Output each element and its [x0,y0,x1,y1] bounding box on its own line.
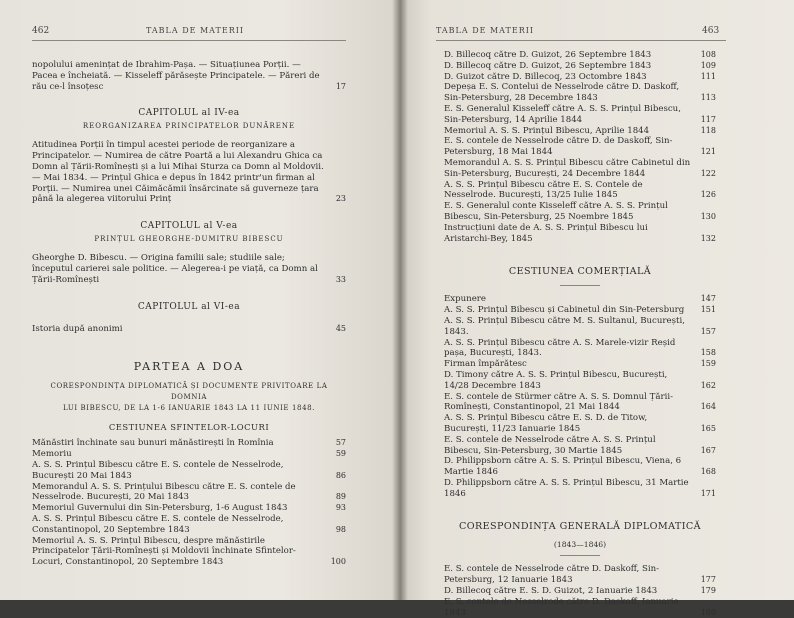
entry-text: E. S. contele de Nesselrode către D. Daskoff, Sin-Petersburg, 12 Ianuarie 1843 [444,564,660,586]
header-rule-right [436,40,726,41]
chapter-vi-title: CAPITOLUL al VI-ea [137,301,241,312]
entry-page: 89 [335,492,346,502]
right-page [400,0,794,618]
entry-page: 158 [700,348,716,358]
entry-text: E. S. contele de Nesselrode către D. de Daskoff, Sin-Petersburg, 18 Mai 1844 [444,136,673,158]
header-rule-left [32,40,346,41]
entry-text: Istoria după anonimi [32,323,123,334]
entry-text: D. Guizot către D. Billecoq, 23 Octombre 1843 [444,71,647,82]
entry-page: 122 [700,168,716,178]
entry-text: nopolului amenințat de Ibrahim-Pașa. — Situațiunea Porții. — Pacea e încheiată. — Kisseleff părăsește Principatele. — Păreri de rău ce-l însoțesc [32,60,320,92]
entry-text: Memoriu [32,449,72,460]
toc-entry [32,253,346,285]
toc-entry [32,514,346,536]
entry-page: 57 [335,438,346,448]
toc-entry [444,305,716,316]
entry-page: 147 [700,294,716,304]
toc-entry [444,359,716,370]
section-general-years: (1843—1846) [553,540,607,550]
entry-page: 164 [700,402,716,412]
entry-page: 165 [700,423,716,433]
toc-entry [444,370,716,392]
entry-text: E. S. contele de Stürmer către A. S. S. Domnul Țării-Romînești, Constantinopol, 21 Mai 1844 [444,391,673,413]
entry-text: E. S. Generalul Kisseleff către A. S. S. Prințul Bibescu, Sin-Petersburg, 14 Aprilie 1844 [444,103,681,125]
page-number-left: 462 [32,26,50,36]
entry-text: A. S. S. Prințul Bibescu către M. S. Sultanul, București, 1843. [444,315,685,337]
toc-entry [444,294,716,305]
toc-entry [444,50,716,61]
entry-text: A. S. S. Prințul Bibescu către E. S. contele de Nesselrode, București 20 Mai 1843 [32,459,284,481]
toc-entry [444,158,716,180]
section-rule [560,285,600,286]
entry-text: D. Billecoq către D. Guizot, 26 Septembre 1843 [444,60,652,71]
entry-text: Expunere [444,294,486,305]
entry-text: Depeșa E. S. Contelui de Nesselrode către D. Daskoff, Sin-Petersburg, 28 Decembre 1843 [444,82,680,104]
entry-text: E. S. contele de Nesselrode către D. Daskoff, Ianuarie 1843 [444,596,679,618]
entry-page: 33 [335,274,346,284]
section-commercial-title: CESTIUNEA COMERȚIALĂ [508,266,652,278]
entry-text: A. S. S. Prințul Bibescu către E. S. Contele de Nesselrode. București, 13/25 Iulie 1845 [444,179,643,201]
toc-entry [32,503,346,514]
toc-entry [444,413,716,435]
entry-page: 100 [330,557,346,567]
entry-page: 159 [700,359,716,369]
entry-page: 179 [700,586,716,596]
entry-text: A. S. S. Prințul Bibescu către A. S. Marele-vizir Reșid pașa, București, 1843. [444,337,676,359]
entry-text: Memoriul A. S. S. Prințul Bibescu, Aprilie 1844 [444,125,650,136]
toc-entry [32,60,346,92]
entry-text: Firman împărătesc [444,359,527,370]
toc-entry [444,392,716,414]
entry-page: 171 [700,488,716,498]
toc-entry [32,460,346,482]
entry-text: E. S. Generalul conte Kisseleff către A. S. S. Prințul Bibescu, Sin-Petersburg, 25 Noembre 1845 [444,201,668,222]
chapter-v-title: CAPITOLUL al V-ea [140,221,238,232]
toc-entry [444,597,716,618]
toc-entry [32,438,346,449]
entry-text: D. Philippsborn către A. S. S. Prințul Bibescu, 31 Martie 1846 [444,477,689,499]
toc-entry [444,586,716,597]
entry-text: A. S. S. Prințul Bibescu către E. S. D. de Titow, București, 11/23 Ianuarie 1845 [444,413,648,434]
entry-text: Atitudinea Porții în timpul acestei periode de reorganizare a Principatelor. — Numirea de către Poartă a lui Alexandru Ghica ca Domn al Țării-Romînești și a lui Mihai Sturza ca Domn al Moldovii. — Mai 1834. — Prințul Ghica e depus în 1842 printr'un firman al Porții. — Numirea unei Căimăcămii însărcinate să guverneze țara până la alegerea viitorului Prinț [32,140,324,205]
toc-entry [32,140,346,205]
part-intro-line: CORESPONDINȚA DIPLOMATICĂ ȘI DOCUMENTE PRIVITOARE LA DOMNIA [50,382,328,402]
entry-text: Instrucțiuni date de A. S. S. Prințul Bibescu lui Aristarchi-Bey, 1845 [444,222,648,244]
entry-page: 111 [700,71,716,81]
toc-entry [444,456,716,478]
right-page-body [444,50,716,618]
toc-entry [32,536,346,568]
entry-page: 17 [335,81,346,91]
entry-page: 86 [335,470,346,480]
entry-text: D. Billecoq către D. Guizot, 26 Septembre 1843 [444,50,652,60]
part-title: PARTEA A DOA [133,360,245,374]
toc-entry [444,223,716,245]
entry-page: 177 [700,575,716,585]
toc-entry [32,482,346,504]
entry-text: Memorandul A. S. S. Prințul Bibescu către Cabinetul din Sin-Petersburg, București, 24 Decembre 1844 [444,157,691,179]
section-rule [560,555,600,556]
toc-entry [444,126,716,137]
toc-entry [32,449,346,460]
entry-text: E. S. contele de Nesselrode către A. S. S. Prințul Bibescu, Sin-Petersburg, 30 Martie 1845 [444,434,656,456]
toc-entry [444,316,716,338]
toc-entry [444,136,716,158]
toc-entry [444,61,716,72]
entry-page: 121 [700,147,716,157]
running-header-left: TABLA DE MATERII [146,26,245,35]
entry-text: Memorandul A. S. S. Prințului Bibescu către E. S. contele de Nesselrode. București, 20 Mai 1843 [32,481,296,503]
toc-entry [444,564,716,586]
entry-text: Memoriul A. S. S. Prințul Bibescu, despre mănăstirile Principatelor Țării-Romînești și Moldovii închinate Sfintelor-Locuri, Constantinopol, 20 Septembre 1843 [32,535,296,568]
part-intro [32,381,346,414]
left-page-body [32,60,346,568]
entry-text: D. Billecoq către E. S. D. Guizot, 2 Ianuarie 1843 [444,586,658,597]
toc-entry [444,338,716,360]
toc-entry [444,180,716,202]
entry-text: A. S. S. Prințul Bibescu și Cabinetul din Sin-Petersburg [444,305,685,316]
toc-entry [444,435,716,457]
part-intro-line: LUI BIBESCU, DE LA 1-6 IANUARIE 1843 LA 11 IUNIE 1848. [62,404,316,413]
toc-entry [444,478,716,500]
entry-page: 109 [700,60,716,70]
toc-entry [444,82,716,104]
entry-page: 118 [700,125,716,135]
entry-page: 167 [700,445,716,455]
entry-page: 93 [335,503,346,513]
entry-page: 132 [700,233,716,243]
entry-page: 168 [700,467,716,477]
chapter-iv-title: CAPITOLUL al IV-ea [138,108,240,119]
entry-page: 162 [700,380,716,390]
chapter-iv-subtitle: REORGANIZAREA PRINCIPATELOR DUNĂRENE [82,122,296,131]
entry-page: 151 [700,305,716,315]
book-gutter-shadow [392,0,408,600]
entry-text: D. Philippsborn către A. S. S. Prințul Bibescu, Viena, 6 Martie 1846 [444,456,682,478]
running-header-right: TABLA DE MATERII [436,26,535,35]
page-number-right: 463 [702,26,720,36]
section-general-title: CORESPONDINȚA GENERALĂ DIPLOMATICĂ [459,521,701,533]
entry-page: 98 [335,524,346,534]
entry-page: 126 [700,190,716,200]
toc-entry [444,72,716,83]
entry-page: 59 [335,449,346,459]
left-page [0,0,400,600]
entry-page: 117 [700,114,716,124]
section-title: CESTIUNEA SFINTELOR-LOCURI [108,422,270,433]
entry-text: A. S. S. Prințul Bibescu către E. S. contele de Nesselrode, Constantinopol, 20 Septembre 1843 [32,513,284,535]
chapter-v-subtitle: PRINȚUL GHEORGHE-DUMITRU BIBESCU [94,235,284,244]
entry-page: 180 [700,607,716,617]
entry-page: 130 [700,211,716,221]
entry-page: 45 [335,323,346,333]
toc-entry [444,201,716,223]
entry-page: 23 [335,194,346,204]
entry-page: 113 [700,93,716,103]
entry-text: D. Timony către A. S. S. Prințul Bibescu, București, 14/28 Decembre 1843 [444,369,668,391]
entry-text: Memoriul Guvernului din Sin-Petersburg, 1-6 August 1843 [32,503,288,514]
entry-page: 108 [700,50,716,59]
toc-entry [32,324,346,335]
entry-page: 157 [700,326,716,336]
entry-text: Gheorghe D. Bibescu. — Origina familii sale; studiile sale; începutul carierei sale politice. — Alegerea-i pe viață, ca Domn al Țării-Romînești [32,253,318,285]
toc-entry [444,104,716,126]
entry-text: Mănăstiri închinate sau bunuri mănăstirești în Romînia [32,438,274,449]
